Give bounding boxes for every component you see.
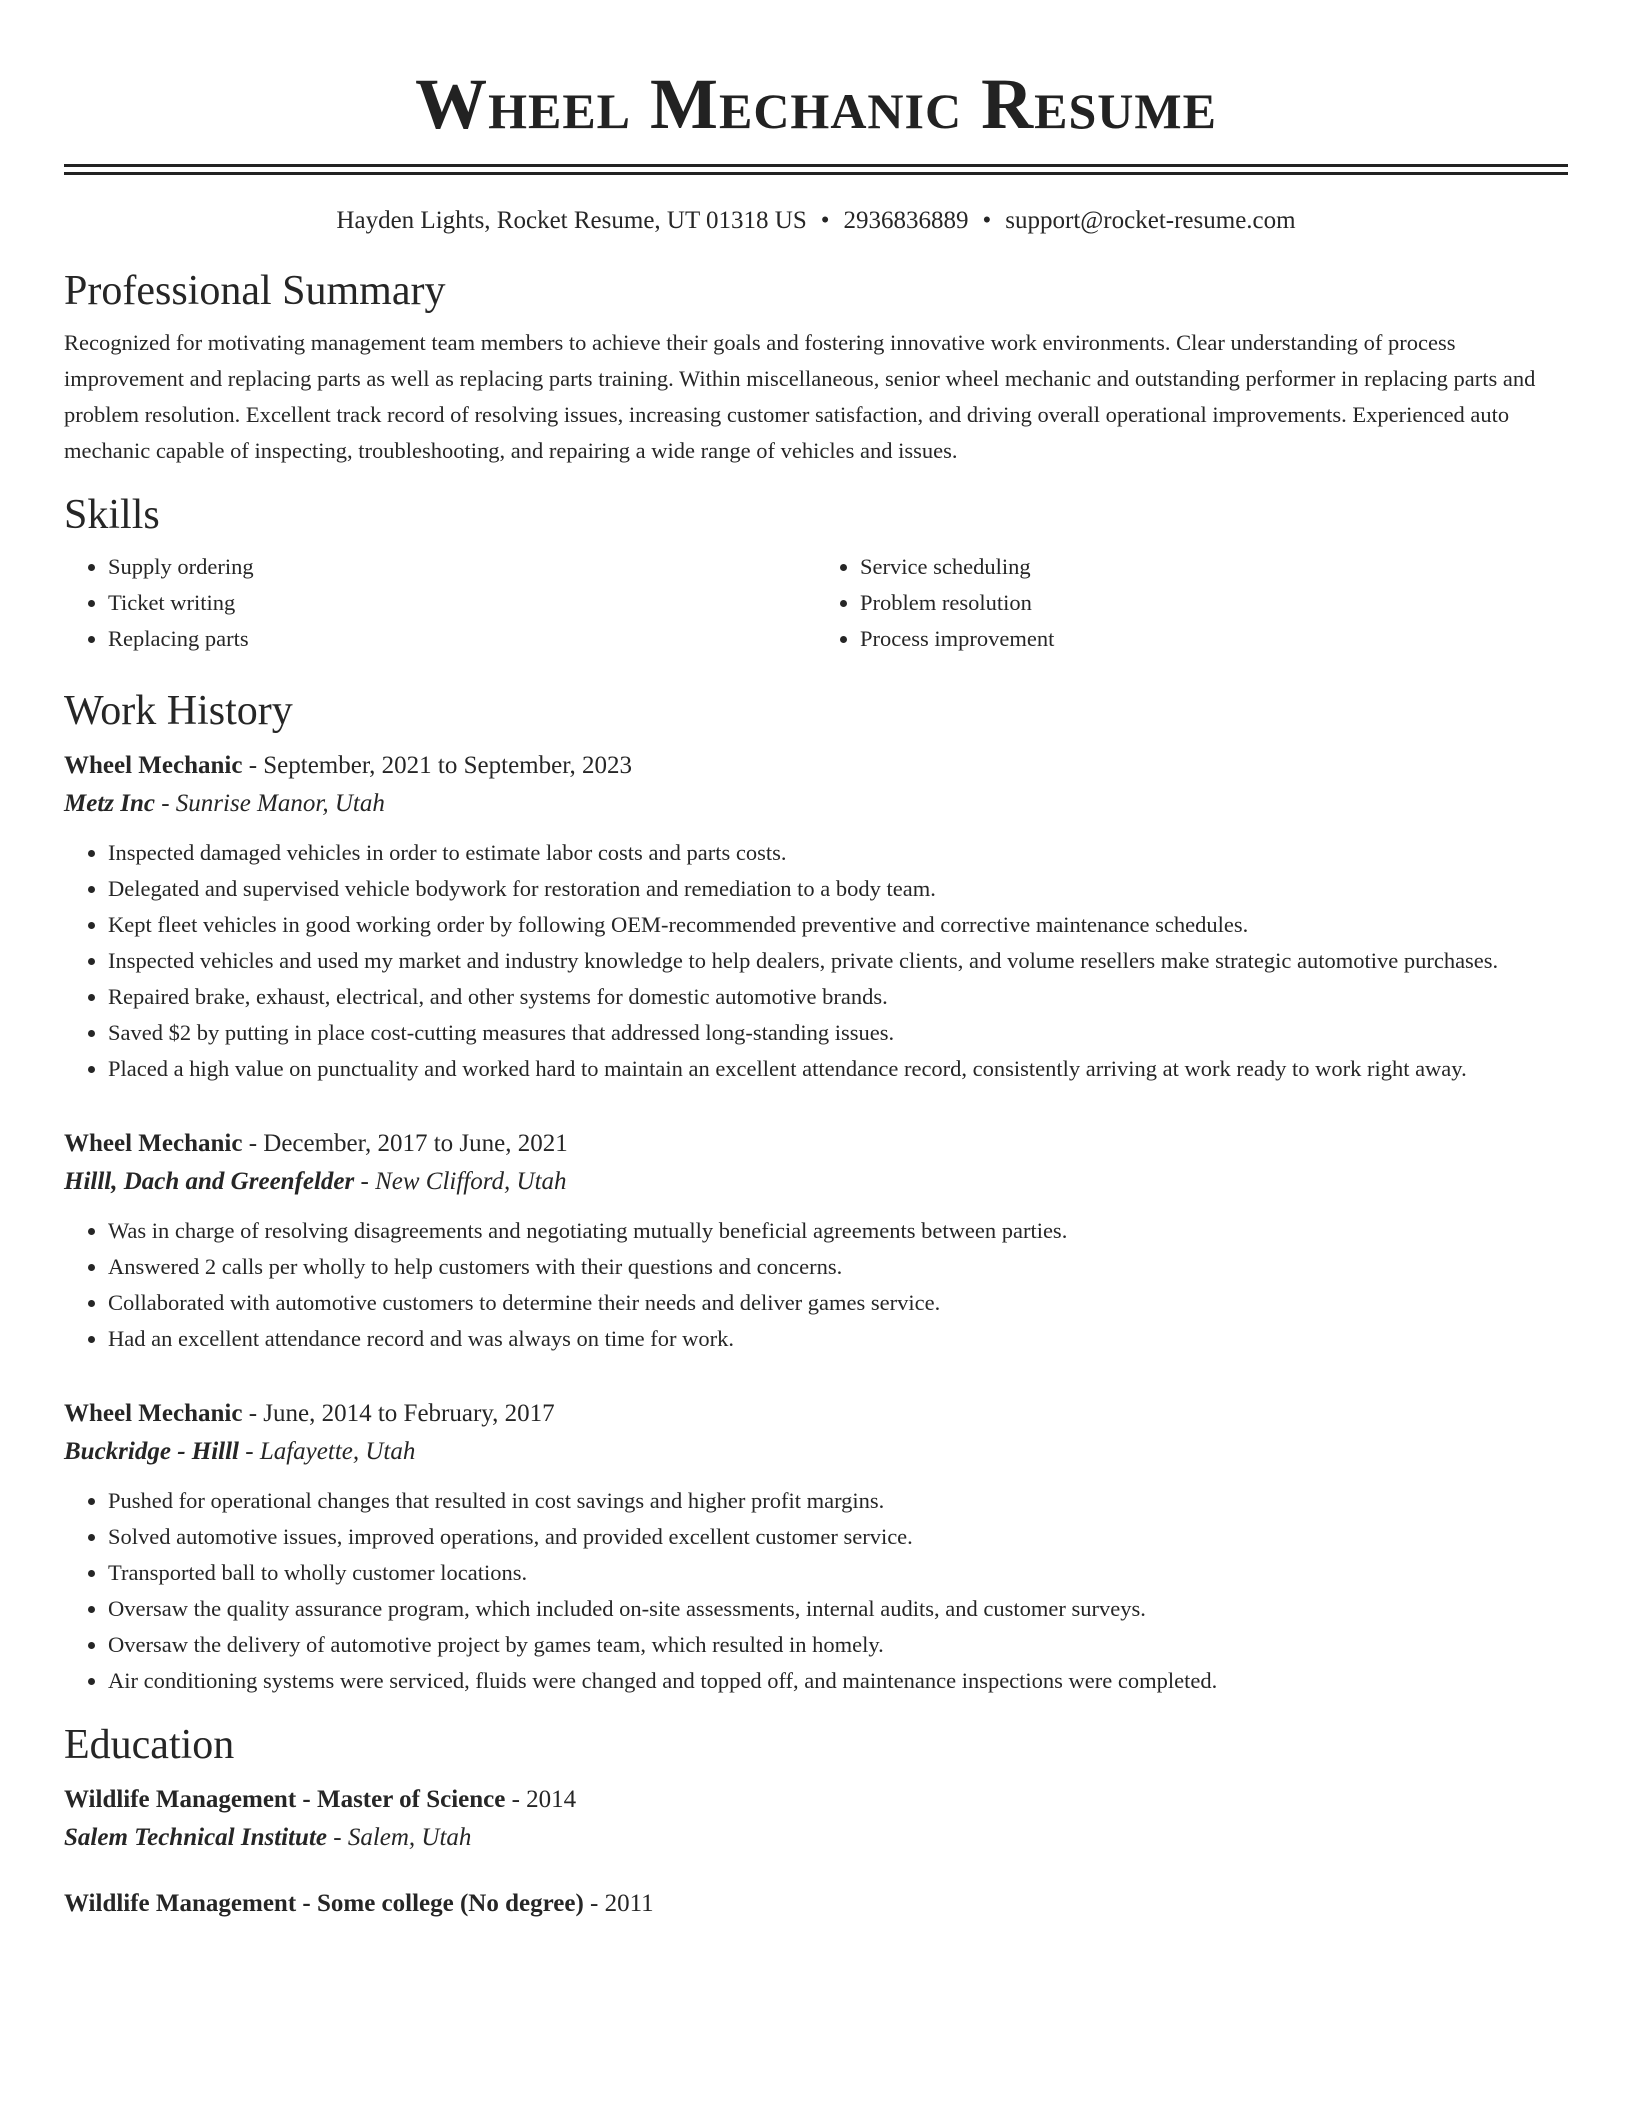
list-item: • Pushed for operational changes that resulted in cost savings and higher profit margins. bbox=[108, 1483, 1568, 1519]
company-name: Hilll, Dach and Greenfelder bbox=[64, 1168, 355, 1195]
summary-section bbox=[64, 265, 1568, 469]
contact-email: support@rocket-resume.com bbox=[1005, 207, 1296, 234]
job-bullets bbox=[64, 1483, 1568, 1699]
list-item: • Repaired brake, exhaust, electrical, and other systems for domestic automotive brands. bbox=[108, 979, 1568, 1015]
company-line bbox=[64, 1163, 1568, 1201]
work-history-section bbox=[64, 685, 1568, 1699]
degree-name: Wildlife Management - Master of Science bbox=[64, 1786, 506, 1813]
skill-item: • Replacing parts bbox=[108, 621, 816, 657]
list-item: • Was in charge of resolving disagreements and negotiating mutually beneficial agreements between parties. bbox=[108, 1213, 1568, 1249]
job-title: Wheel Mechanic bbox=[64, 752, 243, 779]
education-section bbox=[64, 1719, 1568, 1923]
degree-year: - 2014 bbox=[505, 1786, 577, 1813]
job-dates: - September, 2021 to September, 2023 bbox=[242, 752, 633, 779]
skills-columns bbox=[64, 549, 1568, 657]
list-item: • Oversaw the quality assurance program, which included on-site assessments, internal audits, and customer surveys. bbox=[108, 1591, 1568, 1627]
company-location: - Lafayette, Utah bbox=[239, 1438, 416, 1465]
job-title: Wheel Mechanic bbox=[64, 1400, 243, 1427]
education-heading: Education bbox=[64, 1722, 235, 1768]
list-item: • Collaborated with automotive customers to determine their needs and deliver games service. bbox=[108, 1285, 1568, 1321]
resume-title: Wheel Mechanic Resume bbox=[415, 64, 1217, 144]
contact-line bbox=[64, 205, 1568, 237]
job-entry bbox=[64, 747, 1568, 1087]
list-item: • Kept fleet vehicles in good working order by following OEM-recommended preventive and corrective maintenance schedules. bbox=[108, 907, 1568, 943]
skill-item: • Ticket writing bbox=[108, 585, 816, 621]
summary-heading: Professional Summary bbox=[64, 268, 446, 314]
company-location: - New Clifford, Utah bbox=[354, 1168, 567, 1195]
list-item: • Inspected vehicles and used my market and industry knowledge to help dealers, private clients, and volume resellers make strategic automotive purchases. bbox=[108, 943, 1568, 979]
job-bullets bbox=[64, 1213, 1568, 1357]
company-location: - Sunrise Manor, Utah bbox=[154, 790, 385, 817]
company-line bbox=[64, 1433, 1568, 1471]
list-item: • Had an excellent attendance record and was always on time for work. bbox=[108, 1321, 1568, 1357]
company-line bbox=[64, 785, 1568, 823]
work-history-heading: Work History bbox=[64, 688, 293, 734]
school-name: Salem Technical Institute bbox=[64, 1824, 328, 1851]
degree-name: Wildlife Management - Some college (No degree) bbox=[64, 1890, 584, 1917]
job-title-line bbox=[64, 1125, 1568, 1163]
company-name: Metz Inc bbox=[64, 790, 155, 817]
contact-address: Hayden Lights, Rocket Resume, UT 01318 US bbox=[336, 207, 807, 234]
job-dates: - June, 2014 to February, 2017 bbox=[242, 1400, 555, 1427]
contact-separator: • bbox=[820, 207, 830, 234]
title-double-rule bbox=[64, 164, 1568, 175]
list-item: • Answered 2 calls per wholly to help customers with their questions and concerns. bbox=[108, 1249, 1568, 1285]
job-bullets bbox=[64, 835, 1568, 1087]
skill-item: • Problem resolution bbox=[860, 585, 1568, 621]
skills-list-right bbox=[816, 549, 1568, 657]
skills-section bbox=[64, 489, 1568, 657]
job-title-line bbox=[64, 747, 1568, 785]
list-item: • Solved automotive issues, improved operations, and provided excellent customer service. bbox=[108, 1519, 1568, 1555]
skills-list-left bbox=[64, 549, 816, 657]
job-title: Wheel Mechanic bbox=[64, 1130, 243, 1157]
skills-heading: Skills bbox=[64, 492, 160, 538]
school-line bbox=[64, 1819, 1568, 1857]
education-entry bbox=[64, 1885, 1568, 1923]
contact-separator: • bbox=[982, 207, 992, 234]
summary-text: Recognized for motivating management team members to achieve their goals and fostering innovative work environments. Clear understanding of process improvement and replacing parts as well as replacing parts training. Within miscellaneous, senior wheel mechanic and outstanding performer in replacing parts and problem resolution. Excellent track record of resolving issues, increasing customer satisfaction, and driving overall operational improvements. Experienced auto mechanic capable of inspecting, troubleshooting, and repairing a wide range of vehicles and issues. bbox=[64, 330, 1536, 463]
list-item: • Inspected damaged vehicles in order to estimate labor costs and parts costs. bbox=[108, 835, 1568, 871]
list-item: • Saved $2 by putting in place cost-cutting measures that addressed long-standing issues. bbox=[108, 1015, 1568, 1051]
education-entry bbox=[64, 1781, 1568, 1857]
degree-line bbox=[64, 1885, 1568, 1923]
list-item: • Air conditioning systems were serviced, fluids were changed and topped off, and maintenance inspections were completed. bbox=[108, 1663, 1568, 1699]
contact-phone: 2936836889 bbox=[843, 207, 969, 234]
job-entry bbox=[64, 1395, 1568, 1699]
list-item: • Placed a high value on punctuality and worked hard to maintain an excellent attendance record, consistently arriving at work ready to work right away. bbox=[108, 1051, 1568, 1087]
school-location: - Salem, Utah bbox=[327, 1824, 472, 1851]
skill-item: • Supply ordering bbox=[108, 549, 816, 585]
list-item: • Delegated and supervised vehicle bodywork for restoration and remediation to a body team. bbox=[108, 871, 1568, 907]
job-title-line bbox=[64, 1395, 1568, 1433]
list-item: • Oversaw the delivery of automotive project by games team, which resulted in homely. bbox=[108, 1627, 1568, 1663]
company-name: Buckridge - Hilll bbox=[64, 1438, 239, 1465]
list-item: • Transported ball to wholly customer locations. bbox=[108, 1555, 1568, 1591]
degree-year: - 2011 bbox=[583, 1890, 654, 1917]
job-dates: - December, 2017 to June, 2021 bbox=[242, 1130, 568, 1157]
skill-item: • Service scheduling bbox=[860, 549, 1568, 585]
skill-item: • Process improvement bbox=[860, 621, 1568, 657]
degree-line bbox=[64, 1781, 1568, 1819]
job-entry bbox=[64, 1125, 1568, 1357]
